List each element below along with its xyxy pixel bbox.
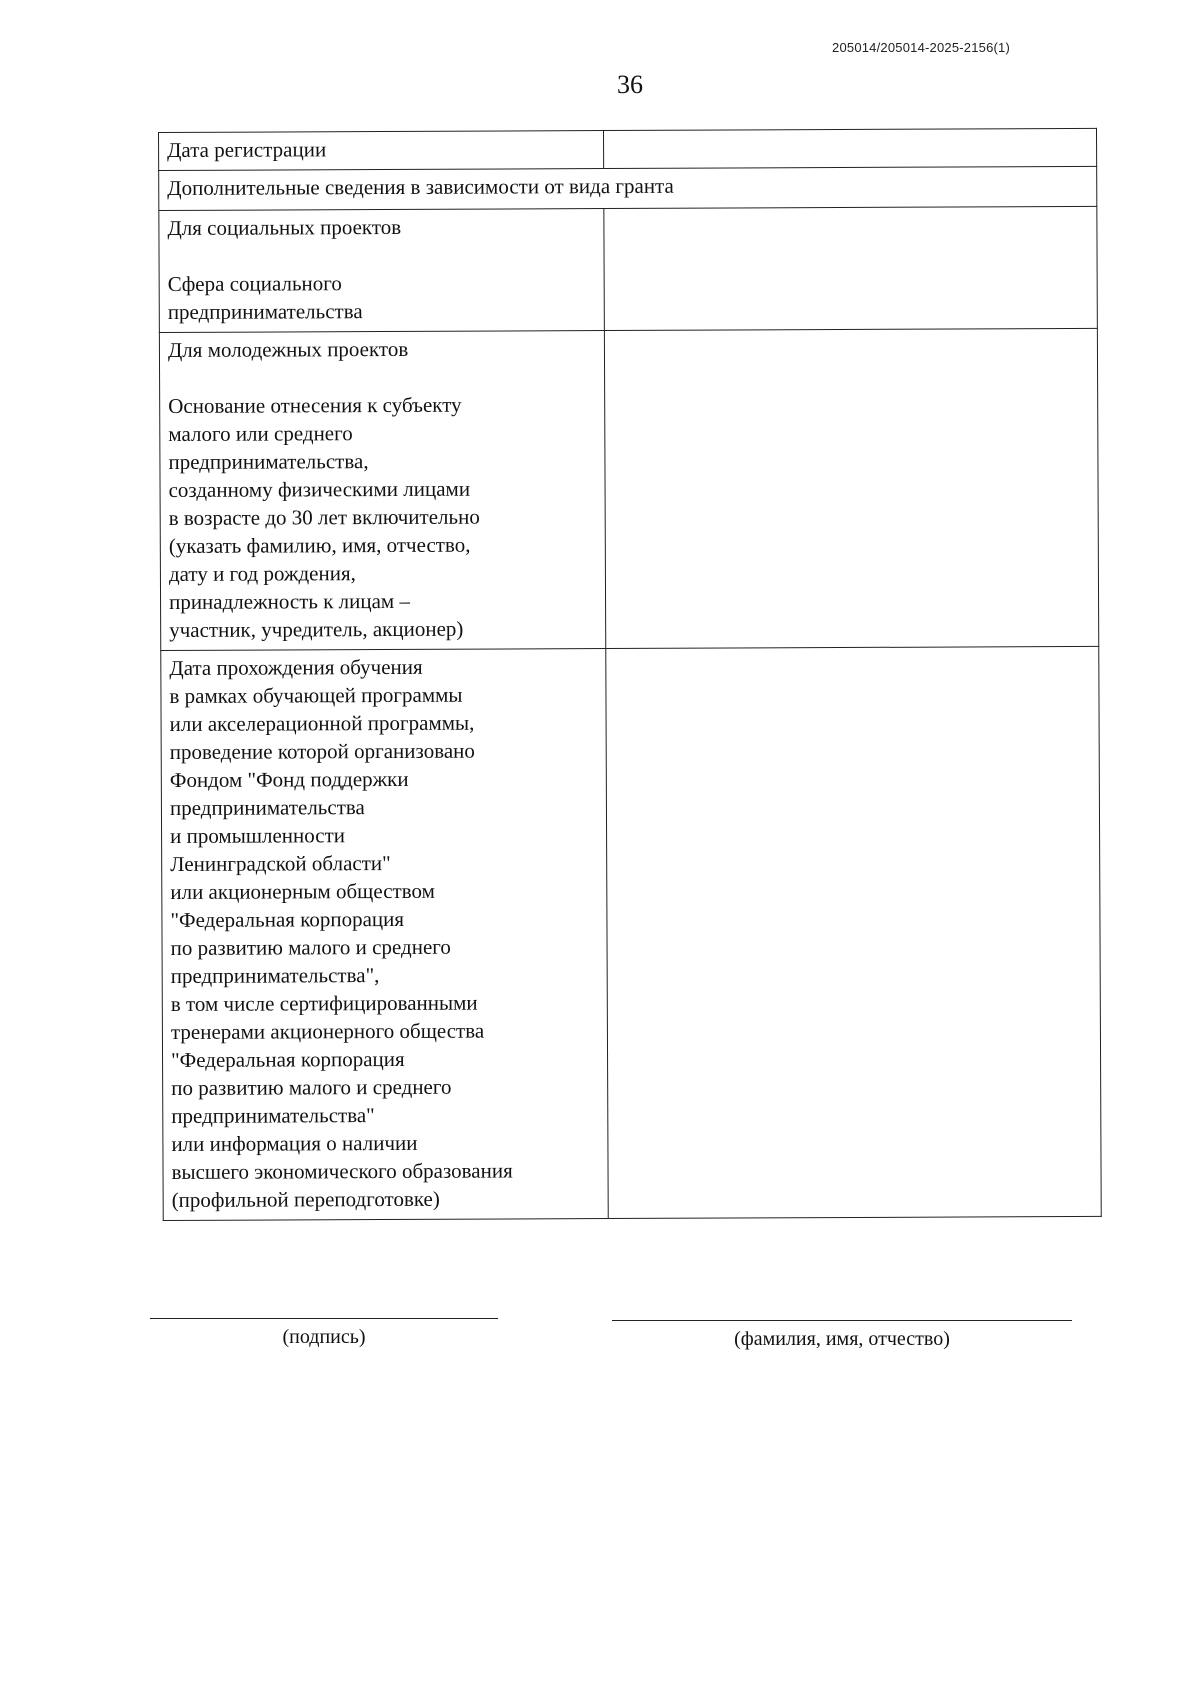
youth-basis-label: Основание отнесения к субъекту малого или среднего предпринимательства, созданному физическими лицами в возрасте до 30 лет включительно (указать фамилию, имя, отчество, дату и год рождения, принадлежность к лицам – участник, учредитель, акционер) — [168, 392, 480, 642]
registration-date-value[interactable] — [603, 128, 1096, 168]
social-projects-label — [159, 209, 605, 333]
table-row — [161, 646, 1101, 1220]
application-form-table — [158, 128, 1102, 1221]
table-row — [159, 206, 1098, 332]
training-date-label: Дата прохождения обучения в рамках обучающей программы или акселерационной программы, проведение которой организовано Фондом "Фонд поддержки предпринимательства и промышленности Ленинградской области" или акционерным обществом "Федеральная корпорация по развитию малого и среднего предпринимательства", в том числе сертифицированными тренерами акционерного общества "Федеральная корпорация по развитию малого и среднего предпринимательства" или информация о наличии высшего экономического образования (профильной переподготовке) — [161, 649, 608, 1221]
youth-basis-value[interactable] — [604, 328, 1098, 648]
document-id: 205014/205014-2025-2156(1) — [832, 40, 1010, 55]
social-entrepreneurship-sphere-value[interactable] — [604, 206, 1098, 330]
signature-line — [150, 1318, 498, 1319]
full-name-line — [612, 1320, 1072, 1321]
social-entrepreneurship-sphere-label: Сфера социального предпринимательства — [167, 271, 363, 324]
youth-projects-heading: Для молодежных проектов — [167, 336, 409, 362]
signature-area — [0, 1318, 1200, 1378]
training-date-value[interactable] — [606, 646, 1101, 1218]
youth-projects-label — [159, 331, 605, 651]
additional-info-section-title: Дополнительные сведения в зависимости от вида гранта — [159, 166, 1097, 210]
signature-caption: (подпись) — [282, 1326, 366, 1348]
table-row — [159, 128, 1097, 170]
social-projects-heading: Для социальных проектов — [167, 214, 402, 240]
page-number: 36 — [617, 70, 643, 99]
table-row — [159, 328, 1098, 650]
full-name-caption: (фамилия, имя, отчество) — [734, 1328, 950, 1350]
registration-date-label: Дата регистрации — [159, 131, 604, 171]
table-row — [159, 166, 1097, 210]
